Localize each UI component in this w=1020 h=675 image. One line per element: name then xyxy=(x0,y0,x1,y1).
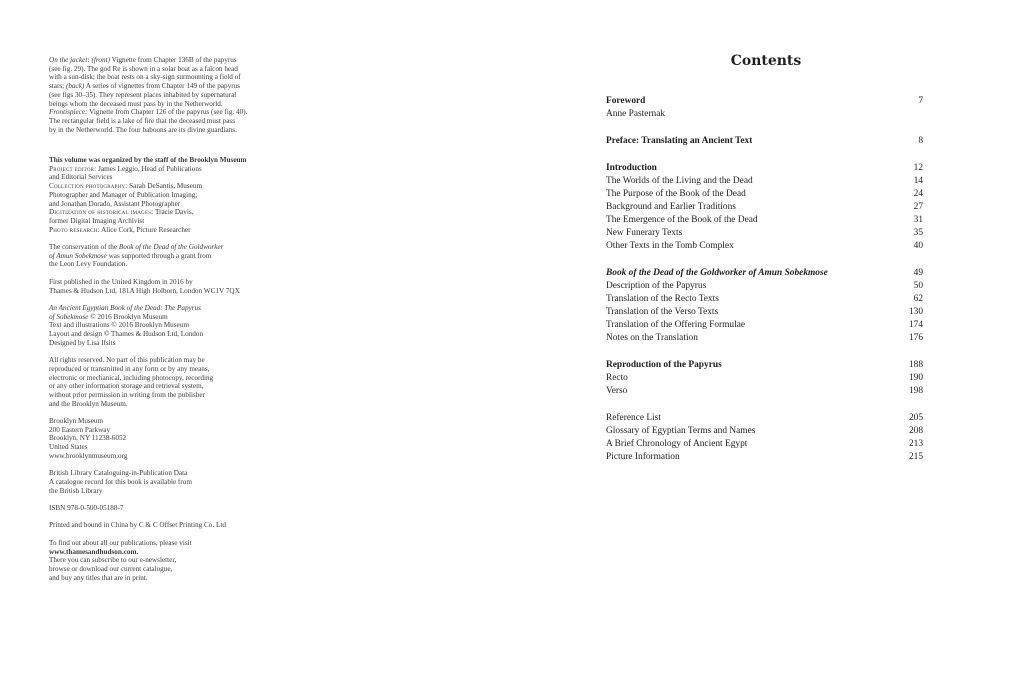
toc-page-number: 14 xyxy=(913,176,923,186)
toc-page-number: 176 xyxy=(908,333,923,343)
jacket-caption: On the jacket: (front) Vignette from Chapter 136B of the papyrus (see fig. 29). The god Re is shown in a solar boat as a falcon head with a sun-disk; the boat rests on a sky-sign surmounting a field of stars; (back) A series of vignettes from Chapter 149 of the papyrus (see figs 30–35). They represent places inhabited by supernatural beings whom the deceased must pass by in the Netherworld. Frontispiece: Vignette from Chapter 126 of the papyrus (see fig. 40). The rectangular field is a lake of fire that the deceased must pass by in the Netherworld. The four baboons are its divine guardians. xyxy=(49,56,248,134)
toc-page-number: 40 xyxy=(913,241,923,251)
toc-page-number: 198 xyxy=(908,386,923,396)
toc-entry-title: Notes on the Translation xyxy=(606,333,698,343)
cataloguing-data: British Library Cataloguing-in-Publication Data A catalogue record for this book is available from the British Library xyxy=(49,469,192,495)
toc-page-number: 213 xyxy=(908,439,923,449)
toc-section-heading xyxy=(606,135,923,148)
toc-entry-title: The Emergence of the Book of the Dead xyxy=(606,215,758,225)
toc-page-number: 27 xyxy=(913,202,923,212)
toc-page-number: 50 xyxy=(913,281,923,291)
toc-section-heading xyxy=(606,267,923,280)
museum-address: Brooklyn Museum 200 Eastern Parkway Brooklyn, NY 11238-6052 United States www.brooklynmuseum.org xyxy=(49,417,264,461)
publisher-url: www.thamesandhudson.com. xyxy=(49,547,139,556)
toc-page-number: 62 xyxy=(913,294,923,304)
toc-entry-title: Description of the Papyrus xyxy=(606,281,707,291)
toc-entry-title: Introduction xyxy=(606,163,657,173)
toc-page-number: 205 xyxy=(908,413,923,423)
jacket-back-label: (back) xyxy=(65,82,85,91)
toc-entry-title: Other Texts in the Tomb Complex xyxy=(606,241,734,251)
toc-entry xyxy=(606,385,923,398)
toc-page-number: 24 xyxy=(913,189,923,199)
toc-section xyxy=(606,135,923,148)
toc-entry xyxy=(606,108,923,121)
toc-entry-title: Reference List xyxy=(606,413,661,423)
staff-credits: This volume was organized by the staff of the Brooklyn Museum Project editor: James Leggio, Head of Publications and Editorial Services Collection photography: Sarah DeSantis, Museum Photographer and Manager of Publication Imaging; and Jonathan Dorado, Assistant Photographer Digitization of historical images: Tracie Davis, former Digital Imaging Archivist Photo research: Alice Cork, Picture Researcher xyxy=(49,156,264,234)
toc-entry xyxy=(606,412,923,425)
isbn: ISBN 978-0-500-05188-7 xyxy=(49,504,124,513)
toc-page-number: 174 xyxy=(908,320,923,330)
toc-page-number: 31 xyxy=(913,215,923,225)
toc-entry-title: Picture Information xyxy=(606,452,680,462)
publication-info: First published in the United Kingdom in 2016 by Thames & Hudson Ltd, 181A High Holborn, London WC1V 7QX xyxy=(49,277,240,295)
staff-heading: This volume was organized by the staff of the Brooklyn Museum xyxy=(49,156,247,165)
museum-url: www.brooklynmuseum.org xyxy=(49,451,128,460)
toc-entry-title: Book of the Dead of the Goldworker of Amun Sobekmose xyxy=(606,268,828,278)
toc-section xyxy=(606,412,923,464)
toc-entry xyxy=(606,451,923,464)
copyright-notice: An Ancient Egyptian Book of the Dead: The Papyrus of Sobekmose © 2016 Brooklyn Museum Text and illustrations © 2016 Brooklyn Museum Layout and design © Thames & Hudson Ltd, London Designed by Lisa Ifsits xyxy=(49,303,204,347)
jacket-front-label: On the jacket: (front) xyxy=(49,56,111,64)
toc-section xyxy=(606,162,923,253)
toc-entry-title: Glossary of Egyptian Terms and Names xyxy=(606,426,756,436)
toc-page-number: 130 xyxy=(908,307,923,317)
toc-entry xyxy=(606,175,923,188)
toc-entry xyxy=(606,240,923,253)
table-of-contents xyxy=(606,95,923,464)
colophon-page xyxy=(49,56,264,591)
toc-entry xyxy=(606,306,923,319)
toc-section xyxy=(606,359,923,398)
toc-entry-title: Anne Pasternak xyxy=(606,109,666,119)
frontispiece-label: Frontispiece: xyxy=(49,108,88,117)
toc-page-number: 8 xyxy=(918,136,923,146)
toc-section xyxy=(606,267,923,345)
toc-entry-title: Background and Earlier Traditions xyxy=(606,202,736,212)
toc-entry xyxy=(606,280,923,293)
toc-entry xyxy=(606,201,923,214)
toc-entry-title: Translation of the Offering Formulae xyxy=(606,320,746,330)
toc-entry-title: Translation of the Recto Texts xyxy=(606,294,719,304)
toc-entry xyxy=(606,319,923,332)
toc-entry xyxy=(606,332,923,345)
toc-entry xyxy=(606,188,923,201)
toc-page-number: 188 xyxy=(908,360,923,370)
contents-title: Contents xyxy=(730,53,802,69)
toc-entry-title: A Brief Chronology of Ancient Egypt xyxy=(606,439,748,449)
find-out-more: To find out about all our publications, please visit www.thamesandhudson.com. There you can subscribe to our e-newsletter, browse or download our current catalogue, and buy any titles that are in print. xyxy=(49,539,264,583)
toc-entry xyxy=(606,293,923,306)
toc-entry-title: Translation of the Verso Texts xyxy=(606,307,719,317)
toc-section-heading xyxy=(606,95,923,108)
conservation-credit: The conservation of the Book of the Dead of the Goldworker of Amun Sobekmose was supported through a grant from the Leon Levy Foundation. xyxy=(49,243,224,269)
toc-entry-title: New Funerary Texts xyxy=(606,228,683,238)
toc-entry-title: Preface: Translating an Ancient Text xyxy=(606,136,753,146)
toc-entry xyxy=(606,372,923,385)
toc-page-number: 215 xyxy=(908,452,923,462)
contents-page xyxy=(606,53,923,464)
toc-entry-title: Recto xyxy=(606,373,628,383)
toc-page-number: 12 xyxy=(913,163,923,173)
toc-entry xyxy=(606,438,923,451)
toc-entry-title: The Worlds of the Living and the Dead xyxy=(606,176,753,186)
toc-section xyxy=(606,95,923,121)
toc-entry-title: The Purpose of the Book of the Dead xyxy=(606,189,746,199)
toc-entry xyxy=(606,425,923,438)
toc-section-heading xyxy=(606,359,923,372)
toc-page-number: 208 xyxy=(908,426,923,436)
toc-page-number: 35 xyxy=(913,228,923,238)
toc-section-heading xyxy=(606,162,923,175)
toc-page-number: 7 xyxy=(918,96,923,106)
toc-entry-title: Foreword xyxy=(606,96,646,106)
toc-entry-title: Verso xyxy=(606,386,628,396)
rights-notice: All rights reserved. No part of this publication may be reproduced or transmitted in any form or by any means, electronic or mechanical, including photocopy, recording or any other information storage and retrieval system, without prior permission in writing from the publisher and the Brooklyn Museum. xyxy=(49,356,214,408)
toc-entry xyxy=(606,214,923,227)
toc-page-number: 49 xyxy=(913,268,923,278)
toc-page-number: 190 xyxy=(908,373,923,383)
printing-info: Printed and bound in China by C & C Offset Printing Co. Ltd xyxy=(49,521,226,530)
toc-entry-title: Reproduction of the Papyrus xyxy=(606,360,722,370)
toc-entry xyxy=(606,227,923,240)
